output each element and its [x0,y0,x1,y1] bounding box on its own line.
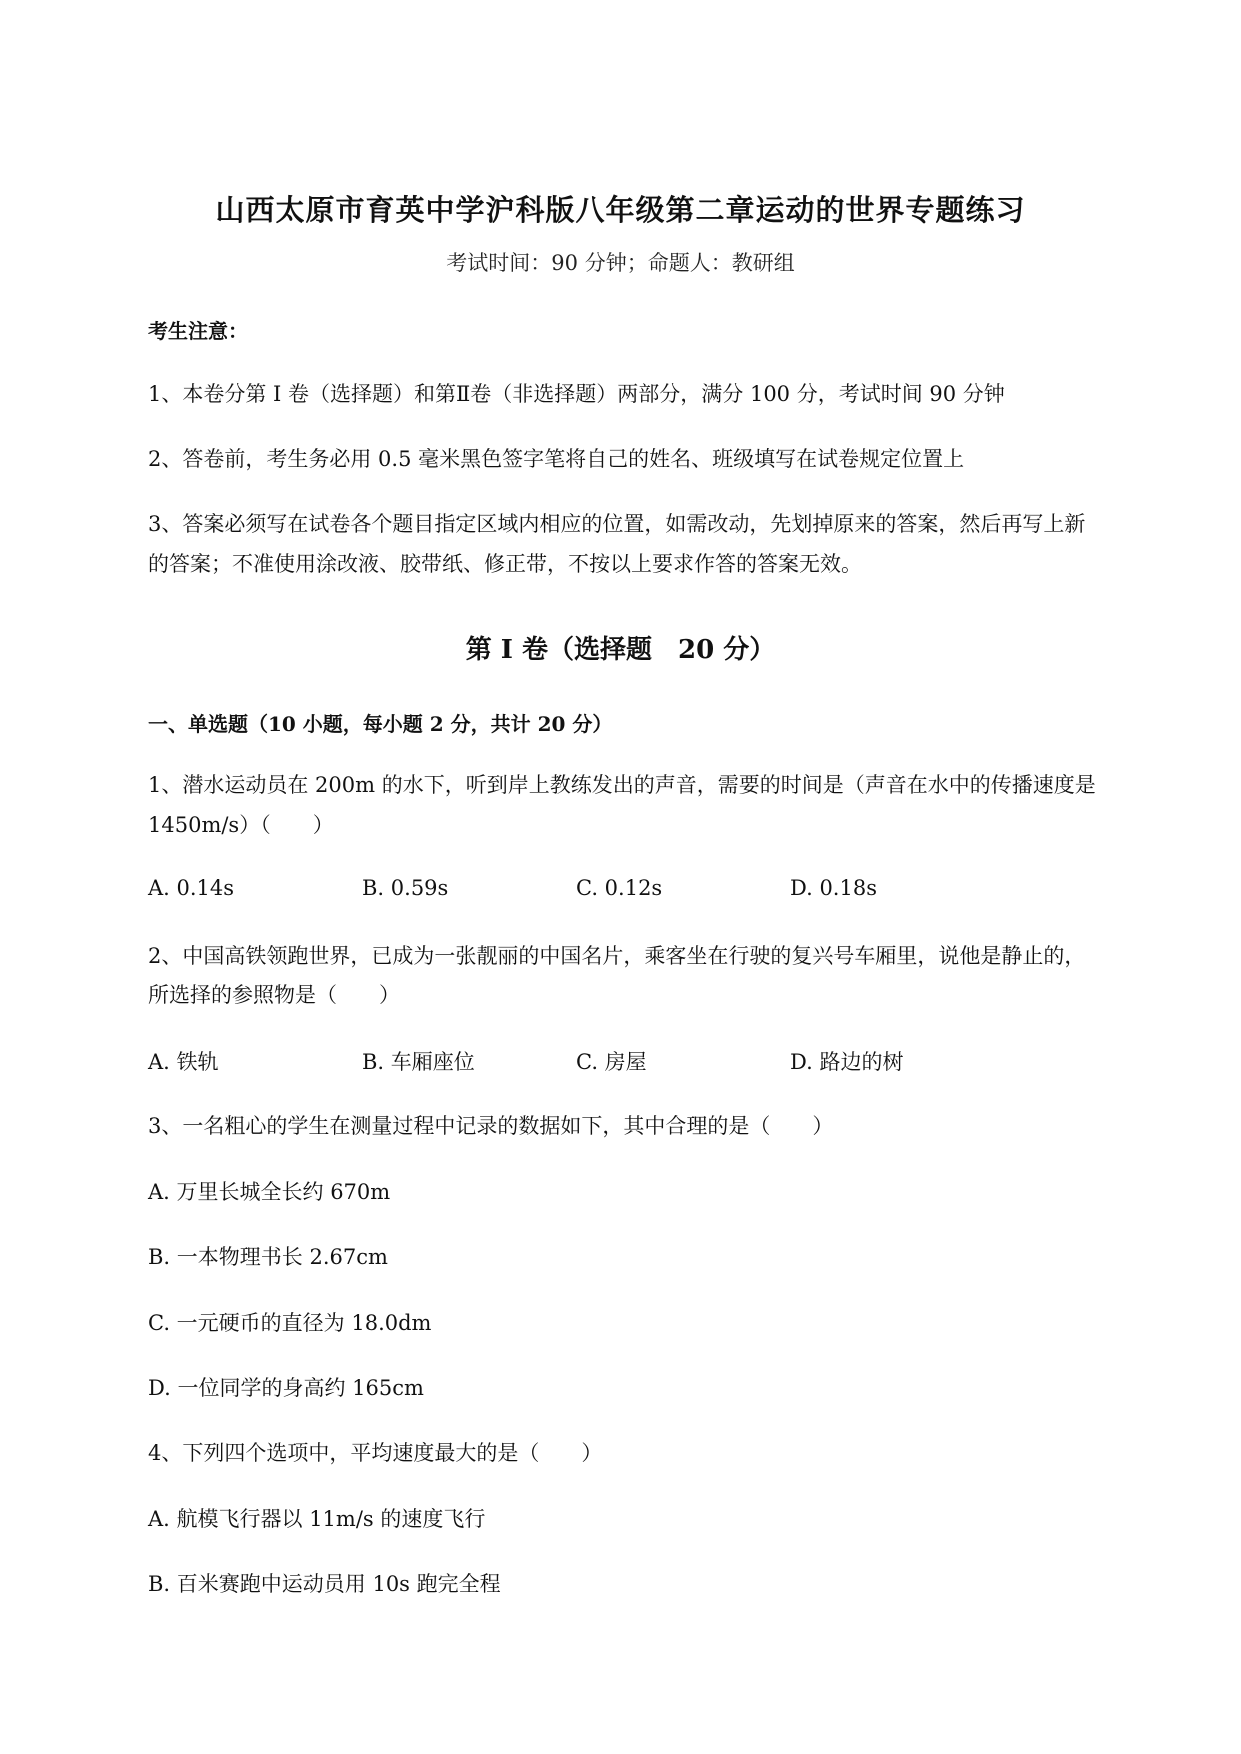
notice-item-2: 2、答卷前，考生务必用 0.5 毫米黑色签字笔将自己的姓名、班级填写在试卷规定位置上 [148,447,965,471]
question-2-text-continued: 所选择的参照物是（ ） [148,983,400,1007]
option-a: A. 铁轨 [148,1050,219,1074]
option-b: B. 一本物理书长 2.67cm [148,1245,388,1269]
option-d: D. 0.18s [790,876,877,900]
exam-info: 考试时间：90 分钟；命题人：教研组 [446,251,795,275]
notice-heading: 考生注意： [148,319,248,343]
question-1-text-continued: 1450m/s）（ ） [148,813,334,837]
notice-item-1: 1、本卷分第 I 卷（选择题）和第Ⅱ卷（非选择题）两部分，满分 100 分，考试时间 90 分钟 [148,382,1005,406]
question-2-text: 2、中国高铁领跑世界，已成为一张靓丽的中国名片，乘客坐在行驶的复兴号车厢里，说他是静止的， [148,944,1086,968]
notice-item-3: 3、答案必须写在试卷各个题目指定区域内相应的位置，如需改动，先划掉原来的答案，然后再写上新 [148,512,1086,536]
notice-item-3-continued: 的答案；不准使用涂改液、胶带纸、修正带，不按以上要求作答的答案无效。 [148,552,862,576]
question-4-text: 4、下列四个选项中，平均速度最大的是（ ） [148,1441,603,1465]
option-b: B. 车厢座位 [362,1050,475,1074]
option-c: C. 房屋 [576,1050,647,1074]
part-heading: 一、单选题（10 小题，每小题 2 分，共计 20 分） [148,712,613,736]
option-b: B. 百米赛跑中运动员用 10s 跑完全程 [148,1572,501,1596]
page-title: 山西太原市育英中学沪科版八年级第二章运动的世界专题练习 [215,193,1026,227]
option-c: C. 一元硬币的直径为 18.0dm [148,1311,432,1335]
question-1-text: 1、潜水运动员在 200m 的水下，听到岸上教练发出的声音，需要的时间是（声音在水中的传播速度是 [148,773,1096,797]
option-a: A. 0.14s [148,876,235,900]
option-b: B. 0.59s [362,876,449,900]
option-a: A. 万里长城全长约 670m [148,1180,391,1204]
question-3-text: 3、一名粗心的学生在测量过程中记录的数据如下，其中合理的是（ ） [148,1114,834,1138]
option-c: C. 0.12s [576,876,663,900]
option-d: D. 一位同学的身高约 165cm [148,1376,424,1400]
option-a: A. 航模飞行器以 11m/s 的速度飞行 [148,1507,486,1531]
option-d: D. 路边的树 [790,1050,904,1074]
section-title: 第 I 卷（选择题 20 分） [465,635,776,665]
